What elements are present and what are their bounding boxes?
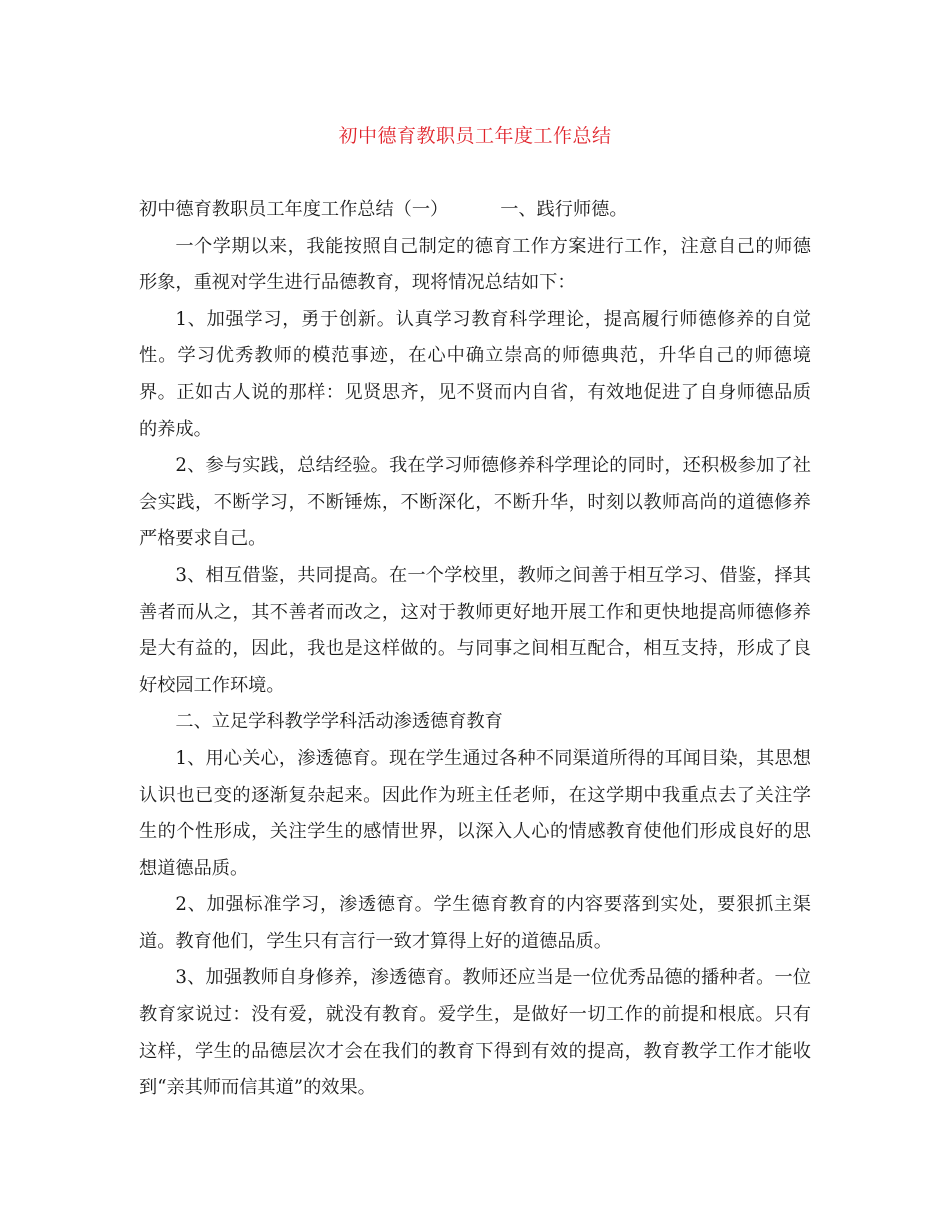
paragraph-item-1-2: 2、参与实践，总结经验。我在学习师德修养科学理论的同时，还积极参加了社会实践，不断学习，不断锤炼，不断深化，不断升华，时刻以教师高尚的道德修养严格要求自己。 — [139, 455, 811, 550]
document-subtitle: 初中德育教职员工年度工作总结（一） — [139, 199, 449, 220]
paragraph-item-1-3: 3、相互借鉴，共同提高。在一个学校里，教师之间善于相互学习、借鉴，择其善者而从之，其不善者而改之，这对于教师更好地开展工作和更快地提高师德修养是大有益的，因此，我也是这样做的。与同事之间相互配合，相互支持，形成了良好校园工作环境。 — [139, 564, 811, 696]
subtitle-line — [139, 192, 811, 229]
paragraph-item-1-1: 1、加强学习，勇于创新。认真学习教育科学理论，提高履行师德修养的自觉性。学习优秀教师的模范事迹，在心中确立崇高的师德典范，升华自己的师德境界。正如古人说的那样：见贤思齐，见不贤而内自省，有效地促进了自身师德品质的养成。 — [139, 308, 811, 440]
paragraph-item-2-3: 3、加强教师自身修养，渗透德育。教师还应当是一位优秀品德的播种者。一位教育家说过：没有爱，就没有教育。爱学生，是做好一切工作的前提和根底。只有这样，学生的品德层次才会在我们的教育下得到有效的提高，教育教学工作才能收到“亲其师而信其道”的效果。 — [139, 967, 811, 1099]
paragraph-item-2-2: 2、加强标准学习，渗透德育。学生德育教育的内容要落到实处，要狠抓主渠道。教育他们，学生只有言行一致才算得上好的道德品质。 — [139, 894, 811, 952]
document-title: 初中德育教职员工年度工作总结 — [338, 125, 612, 147]
section-heading-1: 一、践行师德。 — [500, 199, 628, 220]
paragraph-intro: 一个学期以来，我能按照自己制定的德育工作方案进行工作，注意自己的师德形象，重视对学生进行品德教育，现将情况总结如下： — [139, 235, 811, 294]
paragraph-item-2-1: 1、用心关心，渗透德育。现在学生通过各种不同渠道所得的耳闻目染，其思想认识也已变的逐渐复杂起来。因此作为班主任老师，在这学期中我重点去了关注学生的个性形成，关注学生的感情世界，以深入人心的情感教育使他们形成良好的思想道德品质。 — [139, 747, 811, 879]
section-heading-2: 二、立足学科教学学科活动渗透德育教育 — [175, 711, 503, 733]
document-body — [139, 192, 811, 1107]
